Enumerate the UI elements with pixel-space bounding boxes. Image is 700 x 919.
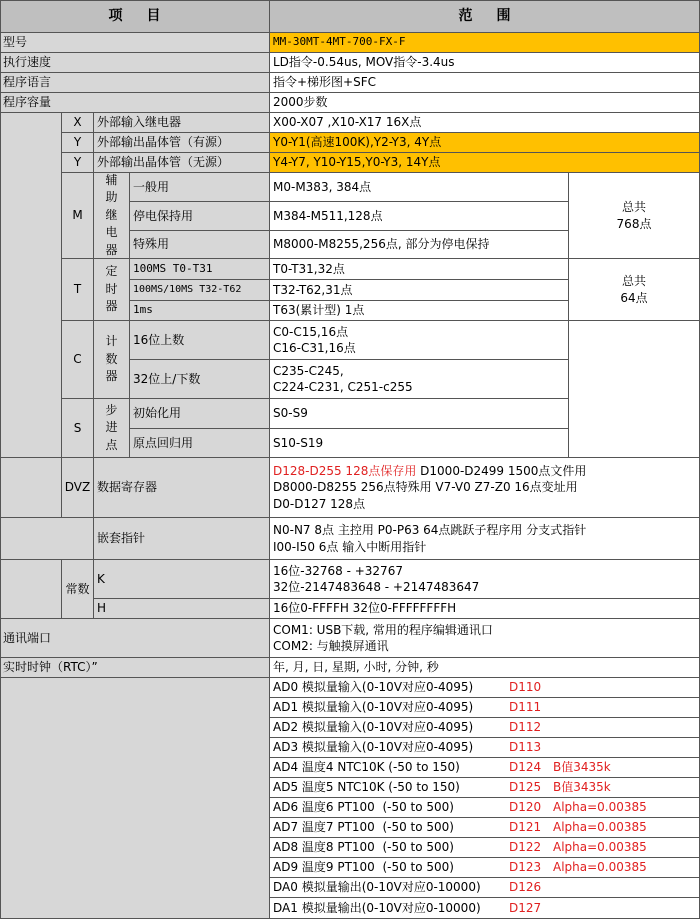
counter-row-name: 16位上数 [130,321,270,360]
pointer-name: 嵌套指针 [94,518,270,560]
timer-total-count: 64点 [620,290,648,305]
analog-register: D127 [509,900,542,915]
rtc-label: 实时时钟（RTC）” [0,658,270,678]
rtc-value: 年, 月, 日, 星期, 小时, 分钟, 秒 [270,658,700,678]
data-register-value [270,458,700,518]
counter-value-line: C235-C245, [273,363,344,378]
counter-row-name: 32位上/下数 [130,360,270,399]
counter-category: 计数器 [94,321,130,399]
constant-k-line: 32位-2147483648 - +2147483647 [273,580,480,594]
data-register-line1 [273,463,699,479]
analog-register: D121 [509,820,542,835]
analog-desc: DA1 模拟量输出(0-10V对应0-10000) [273,900,481,915]
data-register-name: 数据寄存器 [94,458,270,518]
io-y2-letter: Y [62,153,94,173]
data-register-line3: D0-D127 128点 [273,496,366,511]
analog-desc: AD0 模拟量输入(0-10V对应0-4095) [273,680,474,695]
timer-letter: T [62,259,94,321]
step-row-name: 初始化用 [130,399,270,429]
analog-row [270,898,700,919]
relay-row-value: M384-M511,128点 [270,202,569,231]
analog-extra: Alpha=0.00385 [553,860,647,875]
analog-extra: B值3435k [553,780,611,795]
capacity-value: 2000步数 [270,93,700,113]
timer-total-label: 总共 [621,274,646,289]
analog-register: D120 [509,800,542,815]
analog-register: D111 [509,700,542,715]
speed-label: 执行速度 [0,53,270,73]
analog-register: D112 [509,720,542,735]
timer-row-name: 1ms [130,301,270,321]
counter-value-line: C224-C231, C251-c255 [273,380,413,394]
comm-line: COM2: 与触摸屏通讯 [273,639,389,653]
analog-extra: Alpha=0.00385 [553,840,647,855]
step-row-value: S10-S19 [270,429,569,458]
data-register-letter: DVZ [62,458,94,518]
constant-blank [0,560,62,619]
analog-desc: AD6 温度6 PT100 (-50 to 500) [273,800,454,815]
analog-desc: AD1 模拟量输入(0-10V对应0-4095) [273,700,474,715]
analog-row [270,798,700,818]
element-group-cell [0,113,62,458]
data-register-blank [0,458,62,518]
timer-row-value: T63(累计型) 1点 [270,301,569,321]
comm-value [270,619,700,658]
language-value: 指令+梯形图+SFC [270,73,700,93]
step-category: 步进点 [94,399,130,458]
analog-desc: AD8 温度8 PT100 (-50 to 500) [273,840,454,855]
counter-row-value [270,360,569,399]
comm-label: 通讯端口 [0,619,270,658]
analog-register: D126 [509,880,542,895]
data-register-file: D1000-D2499 1500点文件用 [420,464,587,479]
analog-register: D125 [509,780,542,795]
data-register-saved: D128-D255 128点保存用 [273,464,417,479]
model-label: 型号 [0,33,270,53]
relay-row-name: 特殊用 [130,231,270,259]
header-range: 范围 [270,0,700,33]
analog-desc: AD2 模拟量输入(0-10V对应0-4095) [273,720,474,735]
io-y2-desc: 外部输出晶体管（无源） [94,153,270,173]
counter-value-line: C0-C15,16点 [273,324,349,339]
analog-row [270,838,700,858]
analog-row [270,678,700,698]
relay-category: 辅助继电器 [94,173,130,259]
analog-label-cell [0,678,270,919]
analog-desc: AD7 温度7 PT100 (-50 to 500) [273,820,454,835]
timer-row-name: 100MS T0-T31 [130,259,270,280]
relay-total [569,173,700,259]
speed-value: LD指令-0.54us, MOV指令-3.4us [270,53,700,73]
step-row-name: 原点回归用 [130,429,270,458]
counter-letter: C [62,321,94,399]
step-letter: S [62,399,94,458]
analog-row [270,778,700,798]
analog-extra: Alpha=0.00385 [553,820,647,835]
relay-row-value: M8000-M8255,256点, 部分为停电保持 [270,231,569,259]
io-x-value: X00-X07 ,X10-X17 16X点 [270,113,700,133]
analog-desc: AD5 温度5 NTC10K (-50 to 150) [273,780,460,795]
analog-register: D123 [509,860,542,875]
model-value: MM-30MT-4MT-700-FX-F [270,33,700,53]
io-y1-desc: 外部输出晶体管（有源） [94,133,270,153]
relay-letter: M [62,173,94,259]
io-y1-letter: Y [62,133,94,153]
blank-cell [569,321,700,458]
analog-register: D110 [509,680,542,695]
relay-row-value: M0-M383, 384点 [270,173,569,202]
analog-register: D122 [509,840,542,855]
counter-value-line: C16-C31,16点 [273,341,356,355]
io-y2-value: Y4-Y7, Y10-Y15,Y0-Y3, 14Y点 [270,153,700,173]
analog-row [270,878,700,898]
constant-h-letter: H [94,599,270,619]
comm-line: COM1: USB下载, 常用的程序编辑通讯口 [273,622,493,637]
constant-label: 常数 [62,560,94,619]
analog-row [270,818,700,838]
analog-register: D124 [509,760,542,775]
timer-row-value: T0-T31,32点 [270,259,569,280]
pointer-line: I00-I50 6点 输入中断用指针 [273,539,427,554]
pointer-blank [0,518,94,560]
analog-row [270,698,700,718]
analog-row [270,718,700,738]
io-y1-value: Y0-Y1(高速100K),Y2-Y3, 4Y点 [270,133,700,153]
constant-h-value: 16位0-FFFFH 32位0-FFFFFFFFH [270,599,700,619]
analog-row [270,758,700,778]
timer-row-name: 100MS/10MS T32-T62 [130,280,270,301]
analog-desc: AD4 温度4 NTC10K (-50 to 150) [273,760,460,775]
data-register-line2: D8000-D8255 256点特殊用 V7-V0 Z7-Z0 16点变址用 [273,480,578,495]
io-x-desc: 外部输入继电器 [94,113,270,133]
analog-extra: B值3435k [553,760,611,775]
constant-k-value [270,560,700,599]
counter-row-value [270,321,569,360]
analog-extra: Alpha=0.00385 [553,800,647,815]
relay-row-name: 一般用 [130,173,270,202]
analog-desc: DA0 模拟量输出(0-10V对应0-10000) [273,880,481,895]
timer-category: 定时器 [94,259,130,321]
timer-total [569,259,700,321]
analog-desc: AD3 模拟量输入(0-10V对应0-4095) [273,740,474,755]
relay-row-name: 停电保持用 [130,202,270,231]
header-item: 项目 [0,0,270,33]
pointer-value [270,518,700,560]
analog-register: D113 [509,740,542,755]
relay-total-label: 总共 [621,200,646,215]
timer-row-value: T32-T62,31点 [270,280,569,301]
relay-total-count: 768点 [616,216,652,231]
step-row-value: S0-S9 [270,399,569,429]
io-x-letter: X [62,113,94,133]
capacity-label: 程序容量 [0,93,270,113]
analog-desc: AD9 温度9 PT100 (-50 to 500) [273,860,454,875]
analog-row [270,738,700,758]
language-label: 程序语言 [0,73,270,93]
constant-k-line: 16位-32768 - +32767 [273,563,403,578]
constant-k-letter: K [94,560,270,599]
analog-row [270,858,700,878]
pointer-line: N0-N7 8点 主控用 P0-P63 64点跳跃子程序用 分支式指针 [273,523,587,538]
